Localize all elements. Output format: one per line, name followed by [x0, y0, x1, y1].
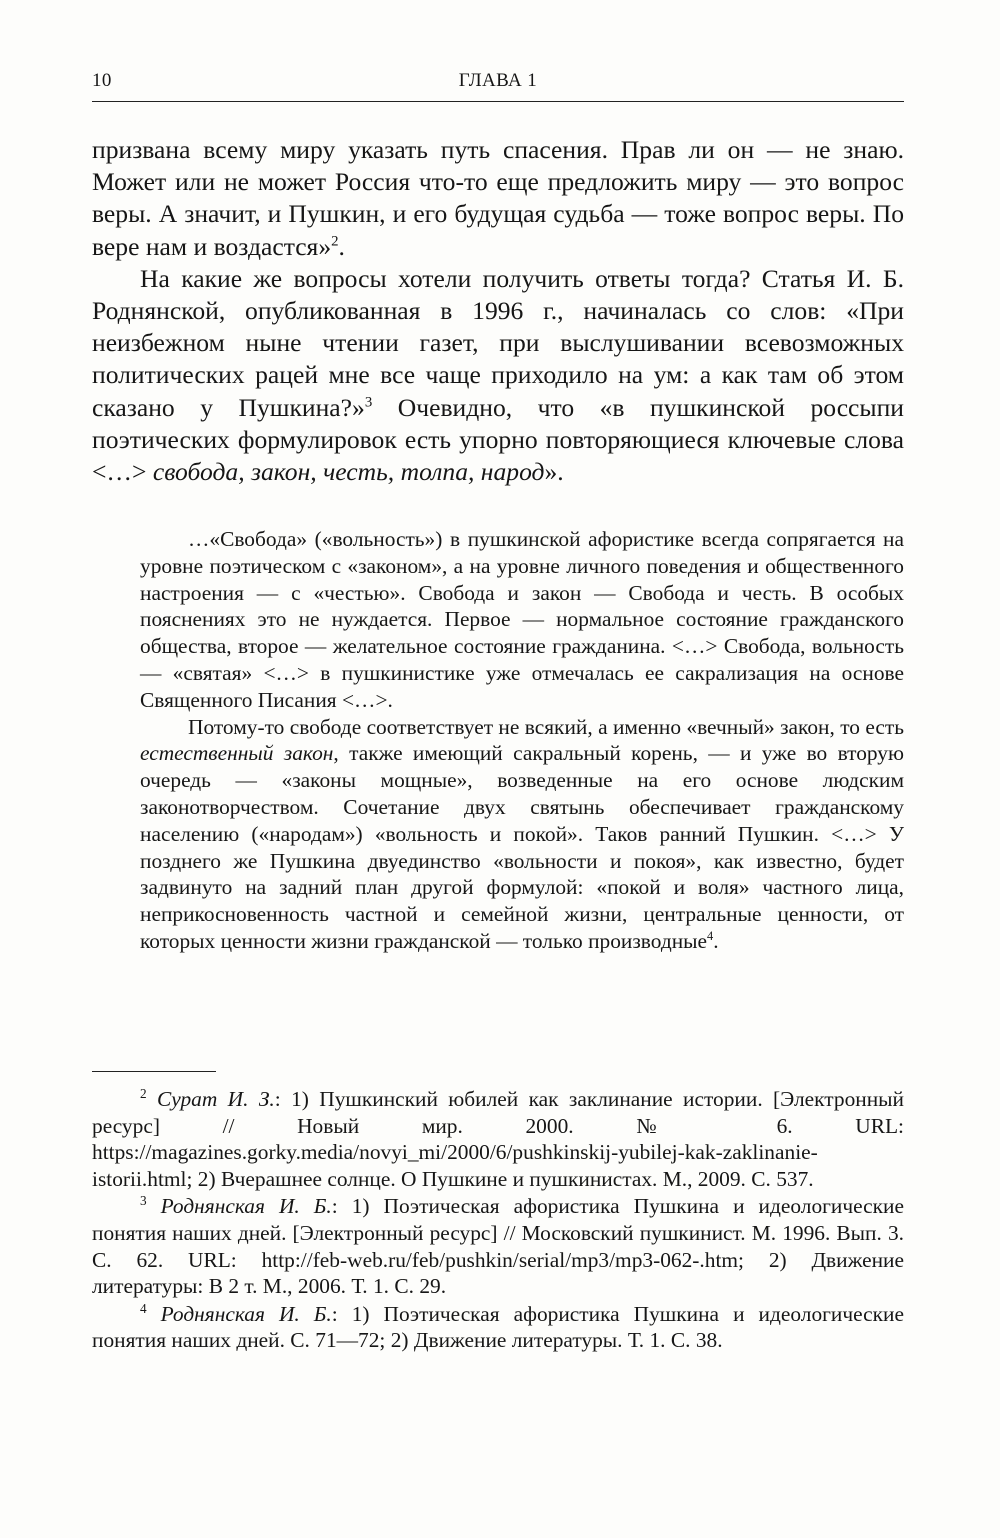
quote-paragraph-2	[140, 714, 904, 955]
footnotes	[92, 1086, 904, 1355]
page-number: 10	[92, 70, 112, 91]
footnote-4	[92, 1301, 904, 1354]
quote-paragraph-2-end: .	[713, 928, 719, 953]
paragraph-2-end: ».	[544, 457, 564, 487]
footnote-author: Роднянская И. Б.	[160, 1301, 332, 1326]
footnote-number: 2	[140, 1085, 147, 1101]
footnote-3	[92, 1193, 904, 1299]
quote-italic-term: естественный закон	[140, 741, 334, 766]
footnote-rule	[92, 1071, 216, 1072]
paragraph-1-text: призвана всему миру указать путь спасения. Прав ли он — не знаю. Может или не может Россия что-то еще предложить миру — это вопрос веры. А значит, и Пушкин, и его будущая судьба — тоже вопрос веры. По вере нам и воздастся»	[92, 135, 904, 261]
paragraph-2-text: На какие же вопросы хотели получить ответы тогда? Статья И. Б. Роднянской, опубликованная в 1996 г., начиналась со слов: «При неизбежном ныне чтении газет, при выслушивании всевозможных политических рацей мне все чаще приходило на ум: а как там об этом сказано у Пушкина?»	[92, 263, 904, 422]
footnote-text: : 1) Поэтическая афористика Пушкина и идеологические понятия наших дней. [Электронный ресурс] // Московский пушкинист. М. 1996. Вып. 3. С. 62. URL: http://feb-web.ru/feb/pushkin/serial/mp3/mp3-062-.htm; 2) Движение литературы: В 2 т. М., 2006. Т. 1. С. 29.	[92, 1194, 904, 1299]
footnote-ref-3[interactable]: 3	[364, 394, 373, 411]
footnote-text: : 1) Поэтическая афористика Пушкина и идеологические понятия наших дней. С. 71—72; 2) Движение литературы. Т. 1. С. 38.	[92, 1301, 904, 1353]
block-quote	[140, 526, 904, 955]
main-text	[92, 134, 904, 488]
chapter-title: ГЛАВА 1	[458, 70, 538, 91]
keywords-italic: свобода, закон, честь, толпа, народ	[152, 457, 545, 487]
quote-paragraph-1: …«Свобода» («вольность») в пушкинской афористике всегда сопрягается на уровне поэтическом с «законом», а на уровне личного поведения и общественного настроения — с «честью». Свобода и закон — Свобода и честь. В особых пояснениях это не нуждается. Первое — нормальное состояние гражданского общества, второе — желательное состояние гражданина. <…> Свобода, вольность — «святая» <…> в пушкинистике уже отмечалась ее сакрализация на основе Священного Писания <…>.	[140, 527, 904, 712]
quote-paragraph-2-rest: , также имеющий сакральный корень, — и уже во вторую очередь — «законы мощные», возведенные на его основе людским законотворчеством. Сочетание двух святынь обеспечивает гражданскому населению («народам») «вольность и покой». Таков ранний Пушкин. <…> У позднего же Пушкина двуединство «вольности и покоя», как известно, будет задвинуто на задний план другой формулой: «покой и воля» частного лица, неприкосновенность частной и семейной жизни, центральные ценности, от которых ценности жизни гражданской — только производные	[140, 741, 904, 953]
footnote-number: 3	[140, 1193, 147, 1209]
footnote-author: Роднянская И. Б.	[160, 1194, 332, 1219]
footnote-ref-4[interactable]: 4	[707, 928, 714, 943]
paragraph-1	[92, 134, 904, 263]
header-rule	[92, 101, 904, 102]
footnote-ref-2[interactable]: 2	[331, 233, 339, 250]
footnote-number: 4	[140, 1300, 147, 1316]
footnote-text: : 1) Пушкинский юбилей как заклинание истории. [Электронный ресурс] // Новый мир. 2000. № 6. URL: https://magazines.gorky.media/novyi_mi/2000/6/pushkinskij-yubilej-kak-zaklinanie-istorii.html; 2) Вчерашнее солнце. О Пушкине и пушкинистах. М., 2009. С. 537.	[92, 1087, 904, 1191]
paragraph-1-end: .	[338, 231, 345, 261]
footnote-2	[92, 1086, 904, 1192]
running-header	[92, 66, 904, 100]
paragraph-2-mid: Очевидно, что «в пушкинской россыпи поэтических формулировок есть упорно повторяющиеся ключевые слова <…>	[92, 392, 905, 487]
footnote-author: Сурат И. З.	[156, 1087, 275, 1111]
quote-paragraph-2-start: Потому-то свободе соответствует не всякий, а именно «вечный» закон, то есть	[188, 714, 904, 739]
paragraph-2	[92, 263, 904, 488]
